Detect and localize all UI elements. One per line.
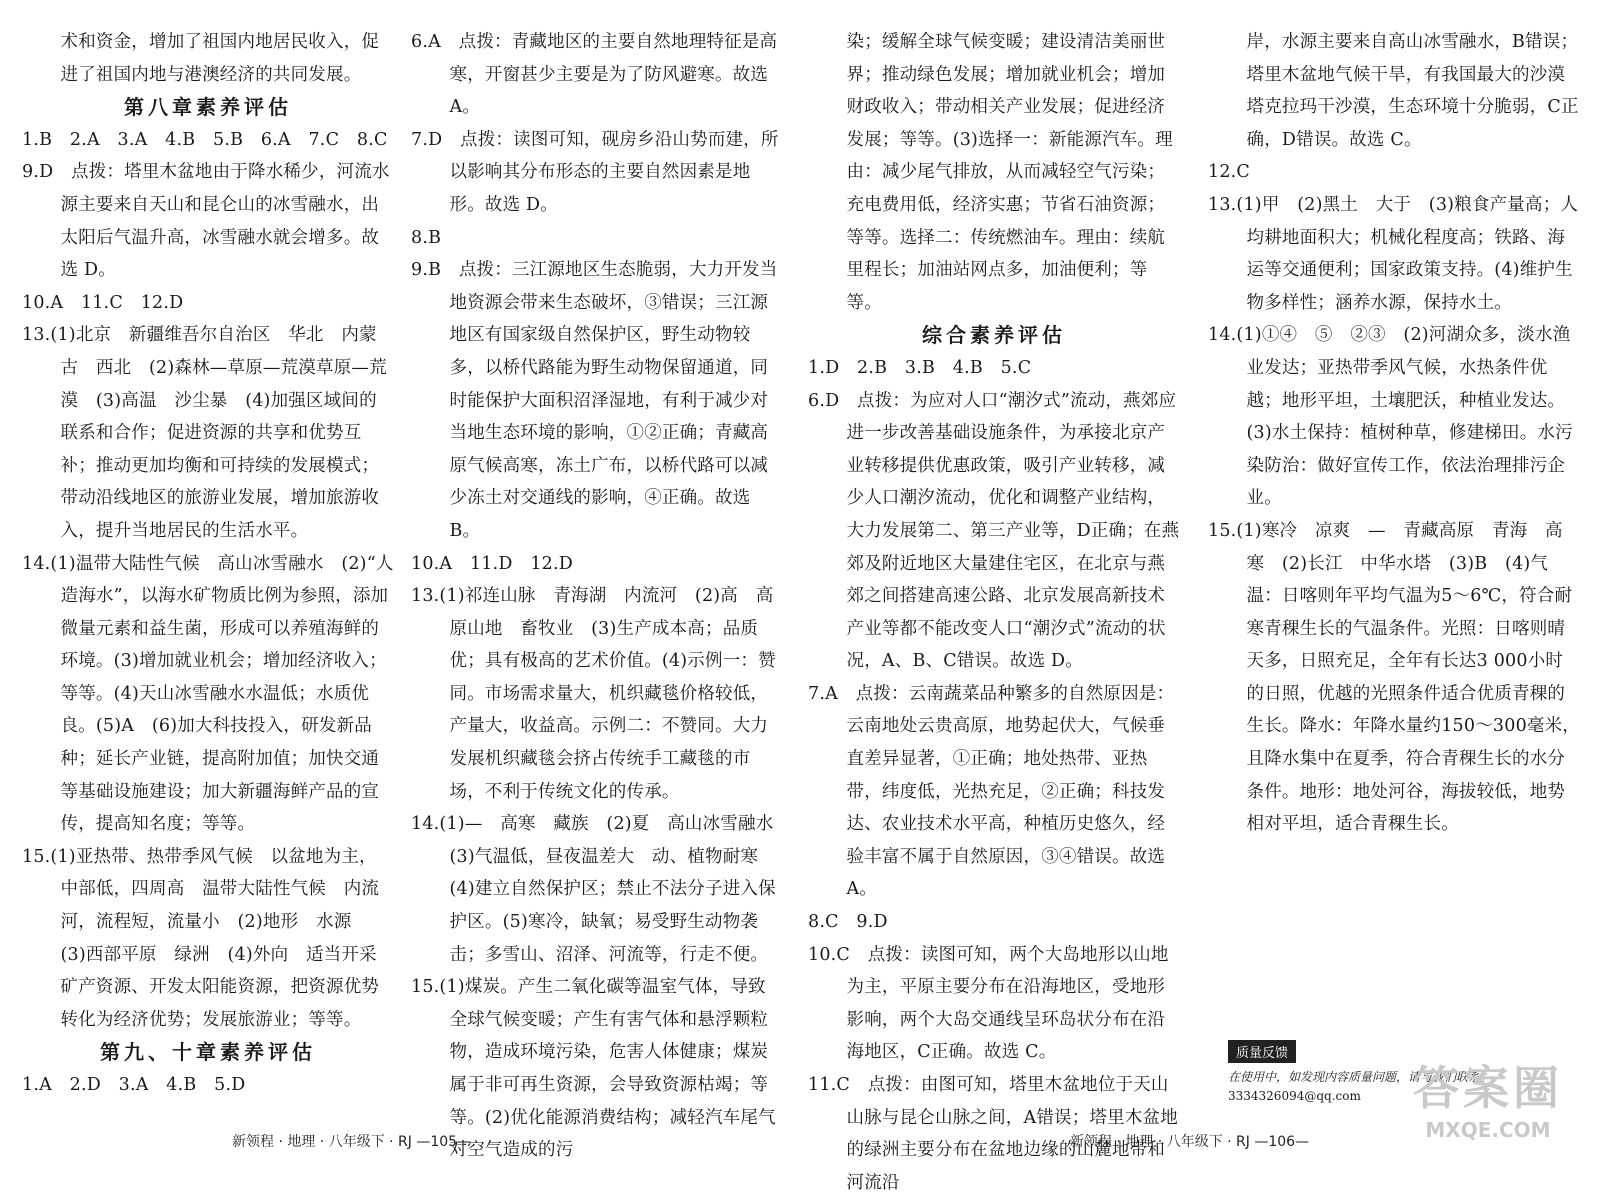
- column-4: [1208, 26, 1580, 841]
- feedback-text: 在使用中，如发现内容质量问题，请与我们联系。: [1228, 1070, 1493, 1084]
- answer-item: 1.D 2.B 3.B 4.B 5.C: [808, 357, 1032, 378]
- watermark-url: MXQE.COM: [1425, 1118, 1551, 1142]
- answer-item: 7.A 点拨：云南蔬菜品种繁多的自然原因是：云南地处云贵高原，地势起伏大，气候垂直差异显著，①正确；地处热带、亚热带，纬度低，光热充足，②正确；科技发达、农业技术水平高，种植历史悠久，经验丰富不属于自然原因，③④错误。故选 A。: [808, 683, 1175, 900]
- feedback-email[interactable]: 3334326094@qq.com: [1228, 1089, 1361, 1103]
- answer-item: 15.(1)煤炭。产生二氧化碳等温室气体，导致全球气候变暖；产生有害气体和悬浮颗粒物，造成环境污染，危害人体健康；煤炭属于非可再生资源，会导致资源枯竭；等等。(2)优化能源消费结构；减轻汽车尾气对空气造成的污: [411, 977, 776, 1161]
- answer-item: 13.(1)北京 新疆维吾尔自治区 华北 内蒙古 西北 (2)森林—草原—荒漠草原—荒漠 (3)高温 沙尘暴 (4)加强区域间的联系和合作；促进资源的共享和优势互补；推动更加均衡和可持续的发展模式；带动沿线地区的旅游业发展，增加旅游收入，提升当地居民的生活水平。: [22, 325, 387, 541]
- column-1: [22, 26, 394, 1102]
- answer-item: 10.A 11.C 12.D: [22, 292, 184, 313]
- answer-item: 14.(1)温带大陆性气候 高山冰雪融水 (2)“人造海水”，以海水矿物质比例为参照，添加微量元素和益生菌，形成可以养殖海鲜的环境。(3)增加就业机会；增加经济收入；等等。(4)天山冰雪融水水温低；水质优良。(5)A (6)加大科技投入，研发新品种；延长产业链，提高附加值；加快交通等基础设施建设；加大新疆海鲜产品的宣传，提高知名度；等等。: [22, 553, 394, 835]
- answer-item: 10.C 点拨：读图可知，两个大岛地形以山地为主，平原主要分布在沿海地区，受地形影响，两个大岛交通线呈环岛状分布在沿海地区，C正确。故选 C。: [808, 944, 1169, 1063]
- answer-item: 8.C 9.D: [808, 912, 888, 933]
- answer-item: 14.(1)①④ ⑤ ②③ (2)河湖众多，淡水渔业发达；亚热带季风气候，水热条件优越；地形平坦，土壤肥沃，种植业发达。(3)水土保持：植树种草，修建梯田。水污染防治：做好宣传工作，依法治理排污企业。: [1208, 325, 1573, 509]
- column-3: [808, 26, 1180, 1199]
- answer-item: 术和资金，增加了祖国内地居民收入，促进了祖国内地与港澳经济的共同发展。: [60, 32, 380, 85]
- page-footer-106: 新领程 · 地理 · 八年级下 · RJ —106—: [1070, 1134, 1310, 1150]
- column-2: [411, 26, 792, 1167]
- answer-item: 15.(1)亚热带、热带季风气候 以盆地为主，中部低，四周高 温带大陆性气候 内流河，流程短，流量小 (2)地形 水源 (3)西部平原 绿洲 (4)外向 适当开采矿产资源、开发太阳能资源，把资源优势转化为经济优势；发展旅游业；等等。: [22, 846, 380, 1030]
- feedback-tag: 质量反馈: [1228, 1040, 1296, 1063]
- answer-item: 8.B: [411, 227, 442, 248]
- answer-item: 岸，水源主要来自高山冰雪融水，B错误；塔里木盆地气候干旱，有我国最大的沙漠塔克拉玛干沙漠，生态环境十分脆弱，C正确，D错误。故选 C。: [1246, 32, 1579, 150]
- answer-item: 12.C: [1208, 162, 1251, 183]
- answer-item: 10.A 11.D 12.D: [411, 553, 573, 574]
- site-watermark: [1388, 1058, 1588, 1168]
- answer-item: 染；缓解全球气候变暖；建设清洁美丽世界；推动绿色发展；增加就业机会；增加财政收入；带动相关产业发展；促进经济发展；等等。(3)选择一：新能源汽车。理由：减少尾气排放，从而减轻空气污染；充电费用低，经济实惠；节省石油资源；等等。选择二：传统燃油车。理由：续航里程长；加油站网点多，加油便利；等等。: [846, 32, 1173, 313]
- section-heading: 第九、十章素养评估: [100, 1040, 316, 1065]
- watermark-logo: 答案圈: [1413, 1061, 1563, 1115]
- answer-item: 13.(1)甲 (2)黑土 大于 (3)粮食产量高；人均耕地面积大；机械化程度高；铁路、海运等交通便利；国家政策支持。(4)维护生物多样性；涵养水源，保持水土。: [1208, 194, 1579, 313]
- answer-item: 13.(1)祁连山脉 青海湖 内流河 (2)高 高原山地 畜牧业 (3)生产成本高；品质优；具有极高的艺术价值。(4)示例一：赞同。市场需求量大，机织藏毯价格较低，产量大，收益高。示例二：不赞同。大力发展机织藏毯会挤占传统手工藏毯的市场，不利于传统文化的传承。: [411, 586, 776, 802]
- answer-item: 15.(1)寒冷 凉爽 — 青藏高原 青海 高寒 (2)长江 中华水塔 (3)B (4)气温：日喀则年平均气温为5～6℃，符合耐寒青稞生长的气温条件。光照：日喀则晴天多，日照充足，全年有长达3 000小时的日照，优越的光照条件适合优质青稞的生长。降水：年降水量约150～300毫米，且降水集中在夏季，符合青稞生长的水分条件。地形：地处河谷，海拔较低，地势相对平坦，适合青稞生长。: [1208, 520, 1581, 835]
- section-heading: 综合素养评估: [922, 323, 1066, 348]
- answer-item: 6.D 点拨：为应对人口“潮汐式”流动，燕郊应进一步改善基础设施条件，为承接北京产业转移提供优惠政策，吸引产业转移，减少人口潮汐流动，优化和调整产业结构，大力发展第二、第三产业等，D正确；在燕郊及附近地区大量建住宅区，在北京与燕郊之间搭建高速公路、北京发展高新技术产业等都不能改变人口“潮汐式”流动的状况，A、B、C错误。故选 D。: [808, 390, 1180, 672]
- section-heading: 第八章素养评估: [124, 95, 292, 120]
- answer-item: 7.D 点拨：读图可知，砚房乡沿山势而建，所以影响其分布形态的主要自然因素是地形。故选 D。: [411, 129, 779, 215]
- answer-item: 1.A 2.D 3.A 4.B 5.D: [22, 1075, 246, 1095]
- answer-item: 9.B 点拨：三江源地区生态脆弱，大力开发当地资源会带来生态破坏，③错误；三江源地区有国家级自然保护区，野生动物较多，以桥代路能为野生动物保留通道，同时能保护大面积沼泽湿地，有利于减少对当地生态环境的影响，①②正确；青藏高原气候高寒，冻土广布，以桥代路可以减少冻土对交通线的影响，④正确。故选 B。: [411, 260, 778, 541]
- answer-item: 11.C 点拨：由图可知，塔里木盆地位于天山山脉与昆仑山脉之间，A错误；塔里木盆地的绿洲主要分布在盆地边缘的山麓地带和河流沿: [808, 1075, 1178, 1193]
- page-footer-105: 新领程 · 地理 · 八年级下 · RJ —105—: [232, 1134, 472, 1150]
- answer-item: 14.(1)— 高寒 藏族 (2)夏 高山冰雪融水 (3)气温低，昼夜温差大 动、植物耐寒 (4)建立自然保护区；禁止不法分子进入保护区。(5)寒冷，缺氧；易受野生动物袭击；多雪山、沼泽、河流等，行走不便。: [411, 814, 792, 965]
- answer-item: 1.B 2.A 3.A 4.B 5.B 6.A 7.C 8.C: [22, 129, 388, 150]
- answer-item: 6.A 点拨：青藏地区的主要自然地理特征是高寒，开窗甚少主要是为了防风避寒。故选 A。: [411, 32, 778, 118]
- answer-item: 9.D 点拨：塔里木盆地由于降水稀少，河流水源主要来自天山和昆仑山的冰雪融水，出太阳后气温升高，冰雪融水就会增多。故选 D。: [22, 162, 390, 281]
